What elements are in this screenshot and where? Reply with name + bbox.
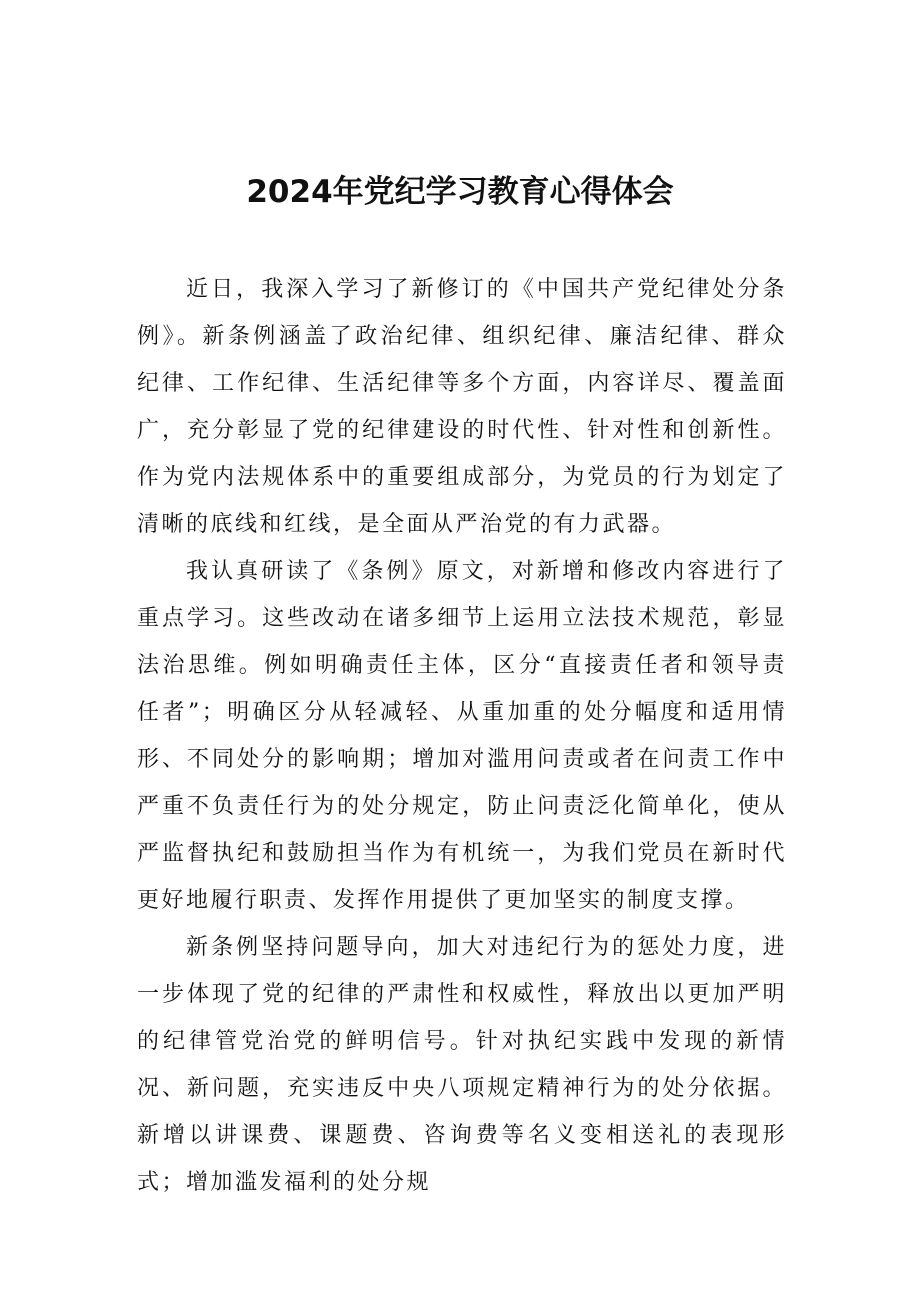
document-title: 2024年党纪学习教育心得体会 (246, 174, 674, 210)
document-body (137, 266, 787, 1206)
paragraph-3: 新条例坚持问题导向，加大对违纪行为的惩处力度，进一步体现了党的纪律的严肃性和权威性，释放出以更加严明的纪律管党治党的鲜明信号。针对执纪实践中发现的新情况、新问题，充实违反中央八项规定精神行为的处分依据。新增以讲课费、课题费、咨询费等名义变相送礼的表现形式；增加滥发福利的处分规 (137, 935, 787, 1195)
paragraph-2: 我认真研读了《条例》原文，对新增和修改内容进行了重点学习。这些改动在诸多细节上运用立法技术规范，彰显法治思维。例如明确责任主体，区分“直接责任者和领导责任者”；明确区分从轻减轻、从重加重的处分幅度和适用情形、不同处分的影响期；增加对滥用问责或者在问责工作中严重不负责任行为的处分规定，防止问责泛化简单化，使从严监督执纪和鼓励担当作为有机统一，为我们党员在新时代更好地履行职责、发挥作用提供了更加坚实的制度支撑。 (137, 559, 787, 913)
paragraph-1: 近日，我深入学习了新修订的《中国共产党纪律处分条例》。新条例涵盖了政治纪律、组织纪律、廉洁纪律、群众纪律、工作纪律、生活纪律等多个方面，内容详尽、覆盖面广，充分彰显了党的纪律建设的时代性、针对性和创新性。作为党内法规体系中的重要组成部分，为党员的行为划定了清晰的底线和红线，是全面从严治党的有力武器。 (137, 277, 787, 537)
